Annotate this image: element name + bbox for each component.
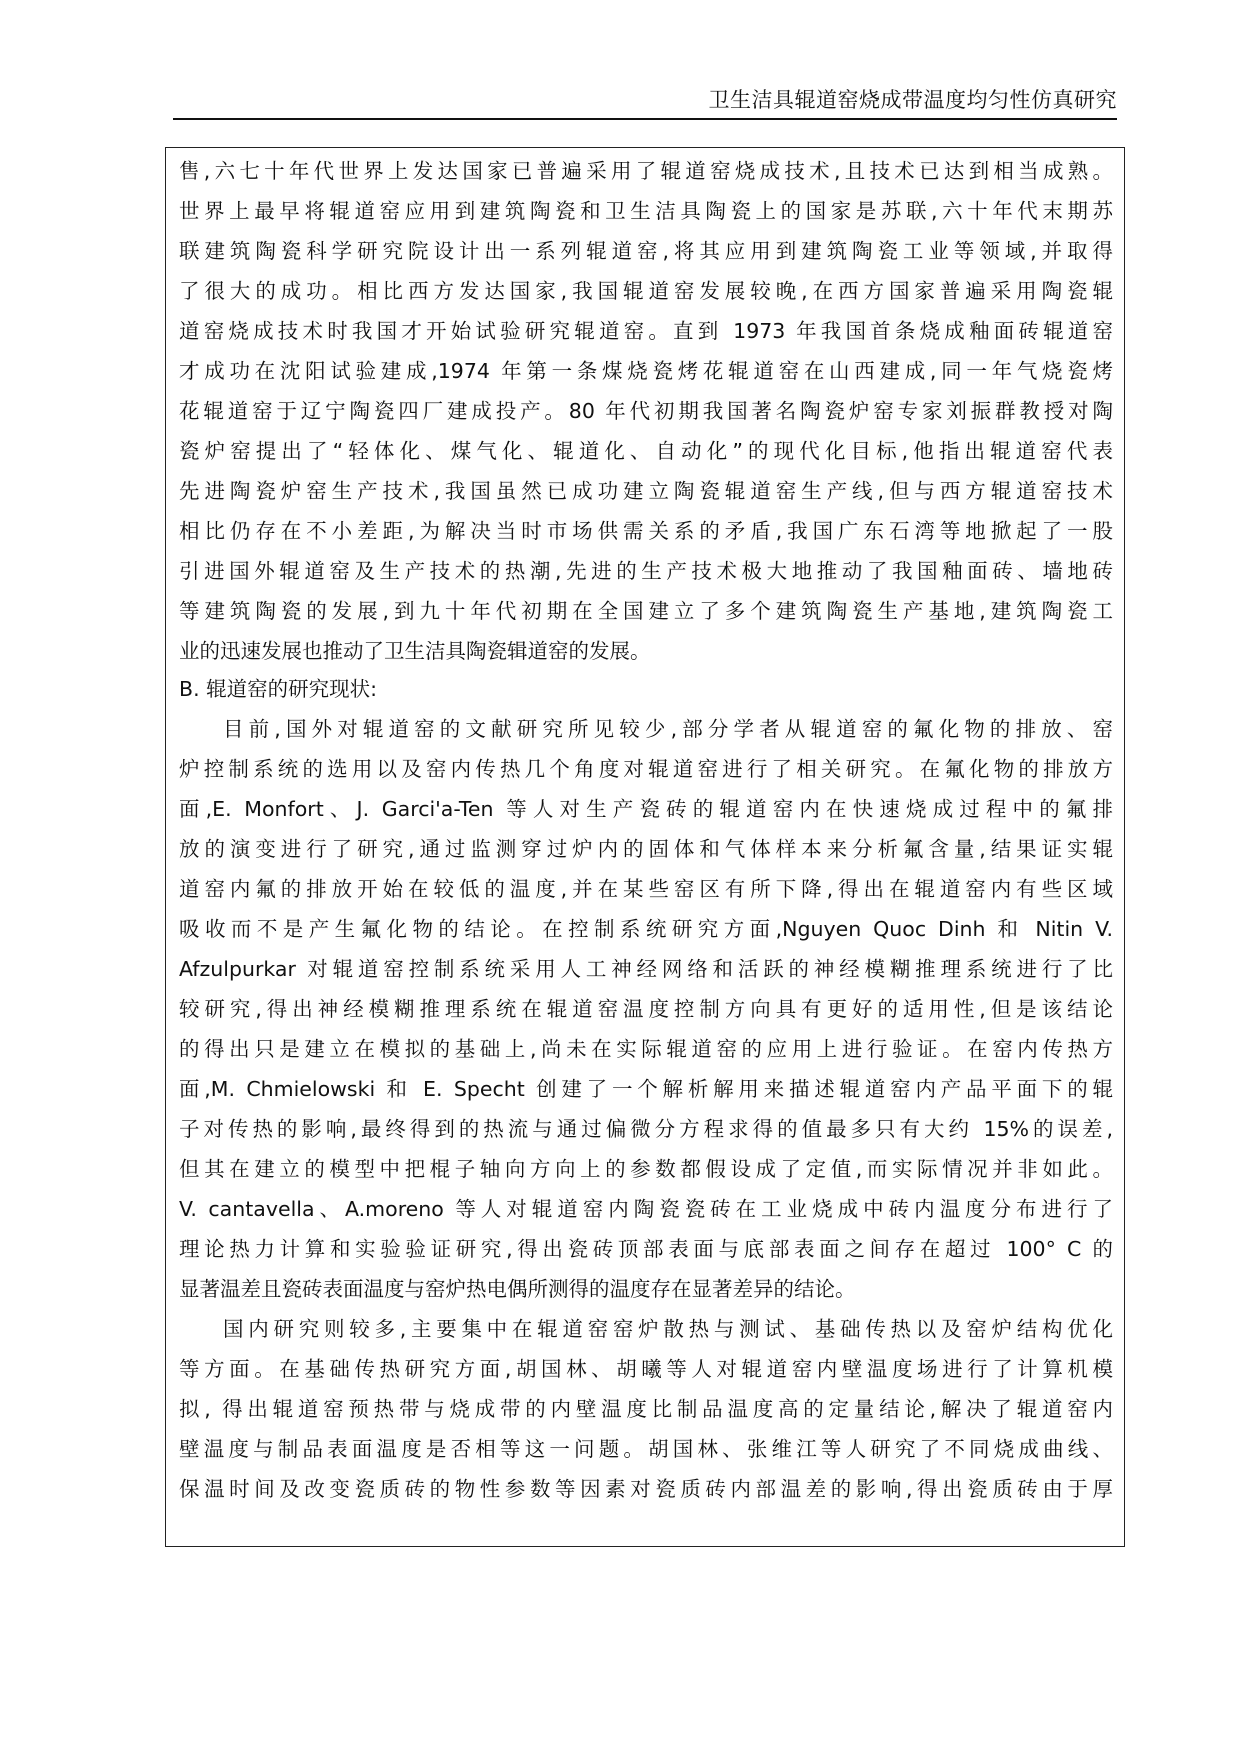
text-line: V. cantavella、A.moreno 等人对辊道窑内陶瓷瓷砖在工业烧成中砖内温度分布进行了 xyxy=(179,1197,1113,1221)
text-line: 业的迅速发展也推动了卫生洁具陶瓷辑道窑的发展。 xyxy=(179,639,651,663)
text-line: 了很大的成功。相比西方发达国家,我国辊道窑发展较晚,在西方国家普遍采用陶瓷辊 xyxy=(179,279,1113,303)
text-line: 的得出只是建立在模拟的基础上,尚未在实际辊道窑的应用上进行验证。在窑内传热方 xyxy=(179,1037,1113,1061)
text-line: 等方面。在基础传热研究方面,胡国林、胡曦等人对辊道窑内壁温度场进行了计算机模 xyxy=(179,1357,1113,1381)
text-line: 联建筑陶瓷科学研究院设计出一系列辊道窑,将其应用到建筑陶瓷工业等领域,并取得 xyxy=(179,239,1113,263)
text-line: Afzulpurkar 对辊道窑控制系统采用人工神经网络和活跃的神经模糊推理系统进行了比 xyxy=(179,957,1113,981)
text-line: 较研究,得出神经模糊推理系统在辊道窑温度控制方向具有更好的适用性,但是该结论 xyxy=(179,997,1113,1021)
text-line: 面,E. Monfort、J. Garci'a-Ten 等人对生产瓷砖的辊道窑内在快速烧成过程中的氟排 xyxy=(179,797,1113,821)
text-line: 保温时间及改变瓷质砖的物性参数等因素对瓷质砖内部温差的影响,得出瓷质砖由于厚 xyxy=(179,1477,1113,1501)
text-line: 炉控制系统的选用以及窑内传热几个角度对辊道窑进行了相关研究。在氟化物的排放方 xyxy=(179,757,1113,781)
text-line: 吸收而不是产生氟化物的结论。在控制系统研究方面,Nguyen Quoc Dinh 和 Nitin V. xyxy=(179,917,1113,941)
header-rule xyxy=(173,118,1117,120)
text-line: 相比仍存在不小差距,为解决当时市场供需关系的矛盾,我国广东石湾等地掀起了一股 xyxy=(179,519,1113,543)
text-line: 显著温差且瓷砖表面温度与窑炉热电偶所测得的温度存在显著差异的结论。 xyxy=(179,1277,856,1301)
text-line: 道窑内氟的排放开始在较低的温度,并在某些窑区有所下降,得出在辊道窑内有些区域 xyxy=(179,877,1113,901)
section-heading: B. 辊道窑的研究现状: xyxy=(179,677,378,701)
text-line: 壁温度与制品表面温度是否相等这一问题。胡国林、张维江等人研究了不同烧成曲线、 xyxy=(179,1437,1113,1461)
paragraph-first-line: 国内研究则较多,主要集中在辊道窑窑炉散热与测试、基础传热以及窑炉结构优化 xyxy=(223,1317,1113,1341)
text-line: 道窑烧成技术时我国才开始试验研究辊道窑。直到 1973 年我国首条烧成釉面砖辊道窑 xyxy=(179,319,1113,343)
text-line: 瓷炉窑提出了“轻体化、煤气化、辊道化、自动化”的现代化目标,他指出辊道窑代表 xyxy=(179,439,1113,463)
text-line: 放的演变进行了研究,通过监测穿过炉内的固体和气体样本来分析氟含量,结果证实辊 xyxy=(179,837,1113,861)
text-line: 面,M. Chmielowski 和 E. Specht 创建了一个解析解用来描述辊道窑内产品平面下的辊 xyxy=(179,1077,1113,1101)
text-line: 世界上最早将辊道窑应用到建筑陶瓷和卫生洁具陶瓷上的国家是苏联,六十年代末期苏 xyxy=(179,199,1113,223)
text-line: 引进国外辊道窑及生产技术的热潮,先进的生产技术极大地推动了我国釉面砖、墙地砖 xyxy=(179,559,1113,583)
text-line: 售,六七十年代世界上发达国家已普遍采用了辊道窑烧成技术,且技术已达到相当成熟。 xyxy=(179,159,1113,183)
content-frame xyxy=(165,147,1125,1547)
text-line: 才成功在沈阳试验建成,1974 年第一条煤烧瓷烤花辊道窑在山西建成,同一年气烧瓷烤 xyxy=(179,359,1113,383)
text-line: 拟, 得出辊道窑预热带与烧成带的内壁温度比制品温度高的定量结论,解决了辊道窑内 xyxy=(179,1397,1113,1421)
text-line: 花辊道窑于辽宁陶瓷四厂建成投产。80 年代初期我国著名陶瓷炉窑专家刘振群教授对陶 xyxy=(179,399,1113,423)
text-line: 理论热力计算和实验验证研究,得出瓷砖顶部表面与底部表面之间存在超过 100° C 的 xyxy=(179,1237,1113,1261)
text-line: 先进陶瓷炉窑生产技术,我国虽然已成功建立陶瓷辊道窑生产线,但与西方辊道窑技术 xyxy=(179,479,1113,503)
text-line: 子对传热的影响,最终得到的热流与通过偏微分方程求得的值最多只有大约 15%的误差, xyxy=(179,1117,1113,1141)
paragraph-first-line: 目前,国外对辊道窑的文献研究所见较少,部分学者从辊道窑的氟化物的排放、窑 xyxy=(223,717,1113,741)
running-header-title: 卫生洁具辊道窑烧成带温度均匀性仿真研究 xyxy=(708,88,1117,112)
text-line: 等建筑陶瓷的发展,到九十年代初期在全国建立了多个建筑陶瓷生产基地,建筑陶瓷工 xyxy=(179,599,1113,623)
text-line: 但其在建立的模型中把棍子轴向方向上的参数都假设成了定值,而实际情况并非如此。 xyxy=(179,1157,1113,1181)
